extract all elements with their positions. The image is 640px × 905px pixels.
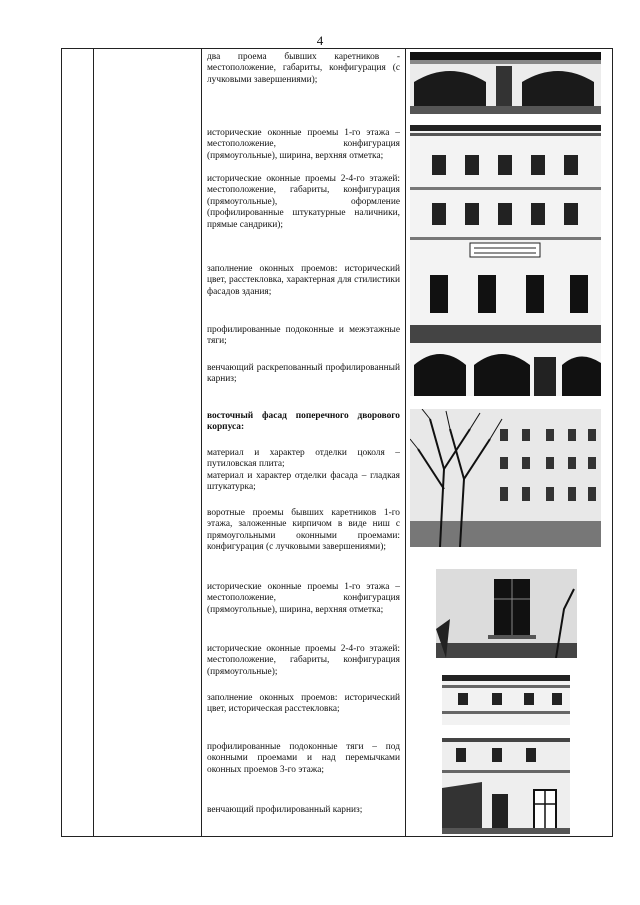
page-number: 4 [316, 33, 324, 48]
paragraph: материал и характер отделки цоколя – путиловская плита; [207, 448, 400, 470]
facade-photo-east [410, 409, 601, 547]
paragraph: венчающий раскрепованный профилированный карниз; [207, 363, 400, 385]
facade-photo-lower-floors [442, 738, 570, 834]
facade-photo-upper-floors [442, 675, 570, 725]
facade-photo-window [436, 569, 577, 658]
paragraph: заполнение оконных проемов: исторический цвет, историческая расстекловка; [207, 693, 400, 715]
paragraph: венчающий профилированный карниз; [207, 805, 363, 815]
column-divider-3 [405, 49, 406, 836]
paragraph: материал и характер отделки фасада – гладкая штукатурка; [207, 471, 400, 493]
column-divider-1 [93, 49, 94, 836]
paragraph: два проема бывших каретников - местоположение, габариты, конфигурация (с лучковыми завершениями); [207, 52, 400, 85]
paragraph: исторические оконные проемы 1-го этажа – местоположение, конфигурация (прямоугольные), ширина, верхняя отметка; [207, 128, 400, 161]
paragraph: профилированные подоконные и межэтажные тяги; [207, 325, 400, 347]
paragraph: профилированные подоконные тяги – под оконными проемами и над перемычками оконных проемов 3-го этажа; [207, 742, 400, 775]
paragraph: исторические оконные проемы 2-4-го этажей: местоположение, габариты, конфигурация (прямоугольные), оформление (профилированные штукатурные наличники, прямые сандрики); [207, 174, 400, 230]
facade-photo-arches [410, 52, 601, 114]
facade-photo-main [410, 125, 601, 396]
section-heading: восточный фасад поперечного дворового корпуса: [207, 411, 400, 433]
paragraph: исторические оконные проемы 2-4-го этажей: местоположение, габариты, конфигурация (прямоугольные); [207, 644, 400, 677]
paragraph: исторические оконные проемы 1-го этажа – местоположение, конфигурация (прямоугольные), ширина, верхняя отметка; [207, 582, 400, 615]
paragraph: воротные проемы бывших каретников 1-го этажа, заложенные кирпичом в виде ниш с прямоугольными оконными проемами: конфигурация (с лучковыми завершениями); [207, 508, 400, 553]
paragraph: заполнение оконных проемов: исторический цвет, расстекловка, характерная для стилистики фасадов здания; [207, 264, 400, 297]
column-divider-2 [201, 49, 202, 836]
